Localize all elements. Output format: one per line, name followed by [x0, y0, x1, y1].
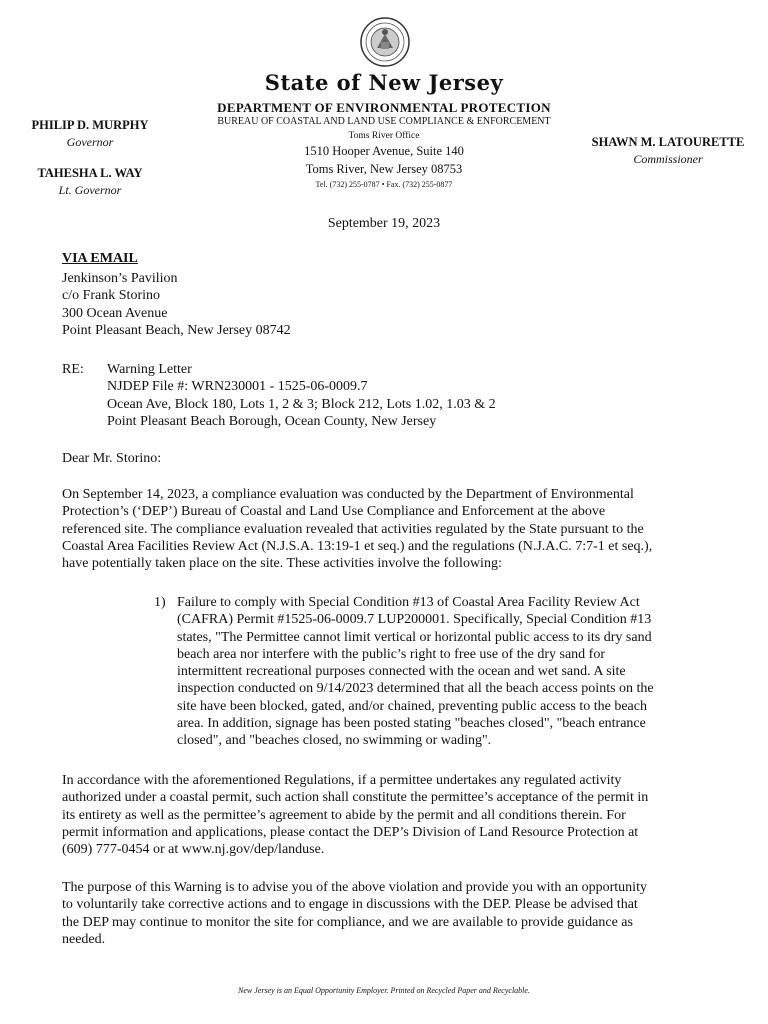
bureau-name: BUREAU OF COASTAL AND LAND USE COMPLIANCE & ENFORCEMENT — [217, 116, 551, 127]
paragraph-3 — [62, 879, 708, 948]
violation-line: intermittent recreational purposes connected with the ocean and wet sand. A site — [177, 664, 626, 680]
recipient-line: 300 Ocean Avenue — [62, 305, 168, 321]
paragraph-line: Coastal Area Facilities Review Act (N.J.S.A. 13:19-1 et seq.) and the regulations (N.J.A.C. 7:7-1 et seq.), — [62, 538, 653, 554]
paragraph-line: Protection’s (‘DEP’) Bureau of Coastal and Land Use Compliance and Enforcement at the above — [62, 504, 606, 520]
recipient-line: Point Pleasant Beach, New Jersey 08742 — [62, 322, 291, 338]
paragraph-2 — [62, 772, 708, 858]
violation-line: beach area nor interfere with the public’s right to free use of the dry sand for — [177, 646, 605, 662]
lt-governor-title: Lt. Governor — [58, 183, 122, 197]
paragraph-line: (609) 777-0454 or at www.nj.gov/dep/landuse. — [62, 842, 325, 858]
address-line-2: Toms River, New Jersey 08753 — [305, 162, 463, 176]
paragraph-line: have potentially taken place on the site. These activities involve the following: — [62, 556, 502, 572]
salutation: Dear Mr. Storino: — [62, 451, 162, 466]
re-label: RE: — [62, 362, 84, 377]
paragraph-line: its entirety as well as the permittee’s agreement to abide by the permit and all conditions therein. For — [62, 807, 626, 823]
violation-line: closed", and "beaches closed, no swimming or wading". — [177, 733, 492, 749]
violation-line: (CAFRA) Permit #1525-06-0009.7 LUP200001. Specifically, Special Condition #13 — [177, 612, 652, 628]
state-seal-icon — [359, 12, 411, 72]
violation-line: Failure to comply with Special Condition #13 of Coastal Area Facility Review Act — [177, 595, 640, 610]
governor-name: PHILIP D. MURPHY — [31, 118, 149, 132]
state-title: State of New Jersey — [264, 70, 504, 95]
violation-line: inspection conducted on 9/14/2023 determined that all the beach access points on the — [177, 681, 654, 697]
re-line: Warning Letter — [107, 362, 192, 377]
violation-line: states, "The Permittee cannot limit vertical or horizontal public access to its dry sand — [177, 629, 652, 645]
paragraph-line: On September 14, 2023, a compliance evaluation was conducted by the Department of Environmental — [62, 487, 634, 502]
violation-number: 1) — [154, 595, 166, 610]
paragraph-line: referenced site. The compliance evaluation revealed that activities regulated by the State pursuant to the — [62, 521, 644, 537]
paragraph-line: the DEP may continue to monitor the site for compliance, and we are available to provide guidance as — [62, 914, 633, 930]
violation-item — [177, 594, 708, 750]
address-line-1: 1510 Hooper Avenue, Suite 140 — [304, 144, 464, 158]
re-line: Ocean Ave, Block 180, Lots 1, 2 & 3; Block 212, Lots 1.02, 1.03 & 2 — [107, 396, 496, 412]
paragraph-line: needed. — [62, 931, 106, 947]
violation-line: area. In addition, signage has been posted stating "beaches closed", "beach entrance — [177, 716, 646, 732]
re-line: NJDEP File #: WRN230001 - 1525-06-0009.7 — [107, 379, 368, 395]
tel-fax: Tel. (732) 255-0787 • Fax. (732) 255-0877 — [315, 180, 453, 189]
paragraph-line: permit information and applications, please contact the DEP’s Division of Land Resource Protection at — [62, 824, 639, 840]
paragraph-line: authorized under a coastal permit, such action shall constitute the permittee’s acceptance of the permit in — [62, 790, 649, 806]
paragraph-line: The purpose of this Warning is to advise you of the above violation and provide you with an opportunity — [62, 880, 647, 895]
governor-block — [20, 118, 160, 150]
commissioner-title: Commissioner — [633, 152, 703, 166]
violation-line: site have been blocked, gated, and/or chained, preventing public access to the beach — [177, 698, 647, 714]
re-line: Point Pleasant Beach Borough, Ocean County, New Jersey — [107, 413, 437, 429]
lt-governor-name: TAHESHA L. WAY — [37, 166, 143, 180]
recipient-line: c/o Frank Storino — [62, 288, 160, 304]
paragraph-line: to voluntarily take corrective actions and to engage in discussions with the DEP. Please be advised that — [62, 897, 638, 913]
footer-note: New Jersey is an Equal Opportunity Employer. Printed on Recycled Paper and Recyclable. — [238, 986, 530, 995]
letter-date: September 19, 2023 — [327, 216, 441, 231]
recipient-address — [62, 270, 291, 339]
delivery-method: VIA EMAIL — [62, 251, 138, 266]
paragraph-line: In accordance with the aforementioned Regulations, if a permittee undertakes any regulated activity — [62, 773, 622, 788]
department-name: DEPARTMENT OF ENVIRONMENTAL PROTECTION — [217, 100, 551, 115]
office-name: Toms River Office — [348, 131, 420, 141]
commissioner-block — [578, 135, 758, 167]
re-block — [107, 361, 496, 430]
recipient-line: Jenkinson’s Pavilion — [62, 271, 178, 286]
commissioner-name: SHAWN M. LATOURETTE — [591, 135, 745, 149]
lt-governor-block — [20, 166, 160, 198]
paragraph-1 — [62, 486, 708, 572]
governor-title: Governor — [66, 135, 114, 149]
